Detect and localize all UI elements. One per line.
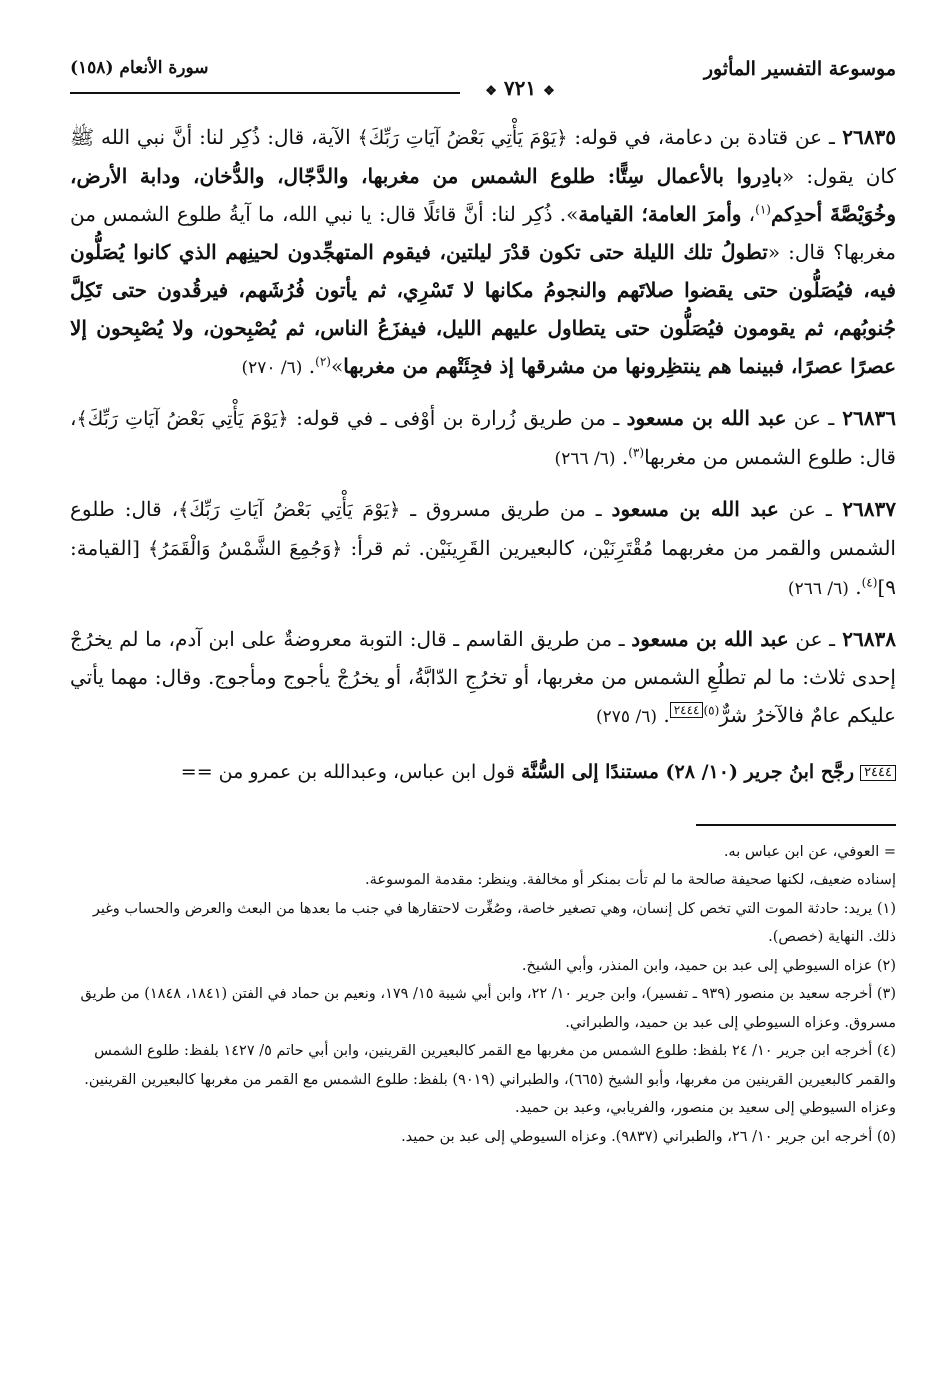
ornament-icon: ❖ [485,84,497,99]
entry-text: . [656,703,670,727]
entry-text: » [330,354,344,378]
footnote: = العوفي، عن ابن عباس به. [723,843,896,860]
entry [70,399,896,478]
footnote-marker: (٥) [703,703,720,718]
bold-text: تطولُ تلك الليلة حتى تكون قدْرَ ليلتين، فيقوم المتهجِّدون لحينِهم الذي كانوا يُصَلُّون فيه، فيُصَلُّون حتى يقضوا صلاتَهم والنجومُ مكانها لا تَسْرِي، ثم يأتون فُرُشَهم، فيرقُدون حتى تَكِلَّ جُنوبُهم، ثم يقومون فيُصَلُّون حتى يتطاول عليهم الليل، فيفزَعُ الناس، ثم يُصْبِحون، ولا يُصْبِحون إلا عصرًا عصرًا، فبينما هم ينتظِرونها من مشرقها إذ فجِئَتْهم من مغربها [70,240,896,378]
footnote-marker: (١) [755,202,771,217]
entry-text: ـ عن قتادة بن دعامة، في قوله: [567,125,835,149]
footnote-separator-wrap [70,790,896,834]
entry-text: الآية، قال: ذُكِر لنا: أنَّ نبي الله ﷺ كان يقول: « [70,125,896,188]
entry-number: ٢٦٨٣٧ [831,497,896,521]
page-number: ٧٢١ [503,76,537,100]
quran-quote: ﴿وَجُمِعَ الشَّمْسُ وَالْقَمَرُ﴾ [147,538,343,560]
note-bold-text: رجَّح ابنُ جرير (١٠/ ٢٨) مستندًا إلى السُّنَّة [521,761,855,783]
footnote-marker: (٤) [861,575,878,590]
footnote: (٥) أخرجه ابن جرير ١٠/ ٢٦، والطبراني (٩٨٣٧). وعزاه السيوطي إلى عبد بن حميد. [401,1128,896,1145]
entry [70,490,896,608]
entry-text: . [302,354,316,378]
header-rule-left [70,92,450,94]
entry [70,620,896,736]
entry-text: . [848,575,862,599]
entry-text: ـ من طريق القاسم ـ قال: التوبة معروضةٌ على ابن آدم، ما لم يخرُجْ إحدى ثلاث: ما لم تطلُعِ الشمس من مغربها، أو تخرُجِ الدّابَّةُ، أو يخرُجْ يأجوج ومأجوج. وقال: مهما يأتي عليكم عامٌ فالآخرُ شرٌّ [70,627,896,727]
entry-number: ٢٦٨٣٦ [834,406,896,430]
footnote-marker: (٣) [628,445,645,460]
entry-text: ». ذُكِر لنا: أنَّ قائلًا قال: يا نبي الله، ما آيةُ طلوع الشمس من مغربها؟ قال: « [70,202,896,264]
bold-text: عبد الله بن مسعود [626,406,787,430]
entry-text: ـ عن [788,627,836,651]
entry-text: . [615,445,629,469]
bold-text: عبد الله بن مسعود [631,627,789,651]
page-number-wrap [460,76,580,100]
entry-text: ، [741,202,756,226]
volume-reference: (٦/ ٢٦٦) [787,579,849,599]
entry-text: [القيامة: ٩] [70,536,896,599]
page-header [70,52,896,100]
bold-text: وأمرَ العامة؛ القيامة [578,202,742,226]
entries-list [70,118,896,736]
footnote-marker: (٢) [315,354,331,369]
bold-text: عبد الله بن مسعود [611,497,779,521]
footnotes [70,838,896,1152]
entry-text: ـ عن [786,406,835,430]
surah-label: سورة الأنعام (١٥٨) [70,58,209,78]
volume-reference: (٦/ ٢٧٠) [241,358,303,378]
encyclopedia-title: موسوعة التفسير المأثور [703,58,896,80]
quran-quote: ﴿يَوْمَ يَأْتِي بَعْضُ آيَاتِ رَبِّكَ﴾ [178,499,401,521]
entry [70,118,896,387]
volume-reference: (٦/ ٢٧٥) [596,707,657,727]
footnote-separator [696,824,896,826]
entry-text: ، قال: طلوع الشمس من مغربها [70,406,896,469]
quran-quote: ﴿يَوْمَ يَأْتِي بَعْضُ آيَاتِ رَبِّكَ﴾ [357,127,568,149]
footnote: (٢) عزاه السيوطي إلى عبد بن حميد، وابن المنذر، وأبي الشيخ. [521,957,896,974]
footnote: (٣) أخرجه سعيد بن منصور (٩٣٩ ـ تفسير)، وابن جرير ١٠/ ٢٢، وابن أبي شيبة ١٥/ ١٧٩، ونعيم بن حماد في الفتن (١٨٤١، ١٨٤٨) من طريق مسروق. وعزاه السيوطي إلى عبد بن حميد، والطبراني. [80,986,896,1031]
ornament-icon: ❖ [543,84,555,99]
entry-text: ـ عن [778,497,832,521]
note-marker-box: ٢٤٤٤ [670,702,704,718]
footnote: إسناده ضعيف، لكنها صحيفة صالحة ما لم تأت بمنكر أو مخالفة. وينظر: مقدمة الموسوعة. [365,872,896,888]
footnote: (١) يريد: حادثة الموت التي تخص كل إنسان، وهي تصغير خاصة، وصُغِّرت لاحتقارها في جنب ما بعدها من البعث والعرض والحساب وغير ذلك. النهاية (خصص). [92,900,896,945]
volume-reference: (٦/ ٢٦٦) [554,449,616,469]
note-box-number: ٢٤٤٤ [860,765,896,781]
note-rest-text: قول ابن عباس، وعبدالله بن عمرو من == [180,761,522,783]
document-page [70,52,896,1151]
entry-text: ـ من طريق مسروق ـ [400,497,612,521]
bold-text: بادِروا بالأعمال سِتًّا: طلوع الشمس من مغربها، والدَّجّال، والدُّخان، ودابة الأرض، وخُوَيْصَّةَ أحدِكم [70,164,897,226]
entry-number: ٢٦٨٣٨ [835,627,896,651]
entry-text: ـ من طريق زُرارة بن أوْفى ـ في قوله: [288,406,627,430]
footnote: (٤) أخرجه ابن جرير ١٠/ ٢٤ بلفظ: طلوع الشمس من مغربها مع القمر كالبعيرين القرينين، وابن أبي حاتم ٥/ ١٤٢٧ بلفظ: طلوع الشمس والقمر كالبعيرين القرينين من مغربها، وأبو الشيخ (٦٦٥)، والطبراني (٩٠١٩) بلفظ: طلوع الشمس مع القمر من مغربها كالبعيرين القرينين. وعزاه السيوطي إلى سعيد بن منصور، والفريابي، وعبد بن حميد. [84,1043,896,1116]
entry-text: ، قال: طلوع الشمس والقمر من مغربهما مُقْتَرِنَيْن، كالبعيرين القَرِينَيْن. ثم قرأ: [70,497,896,560]
editor-note [70,754,896,790]
quran-quote: ﴿يَوْمَ يَأْتِي بَعْضُ آيَاتِ رَبِّكَ﴾ [76,408,289,430]
entry-number: ٢٦٨٣٥ [834,125,896,149]
